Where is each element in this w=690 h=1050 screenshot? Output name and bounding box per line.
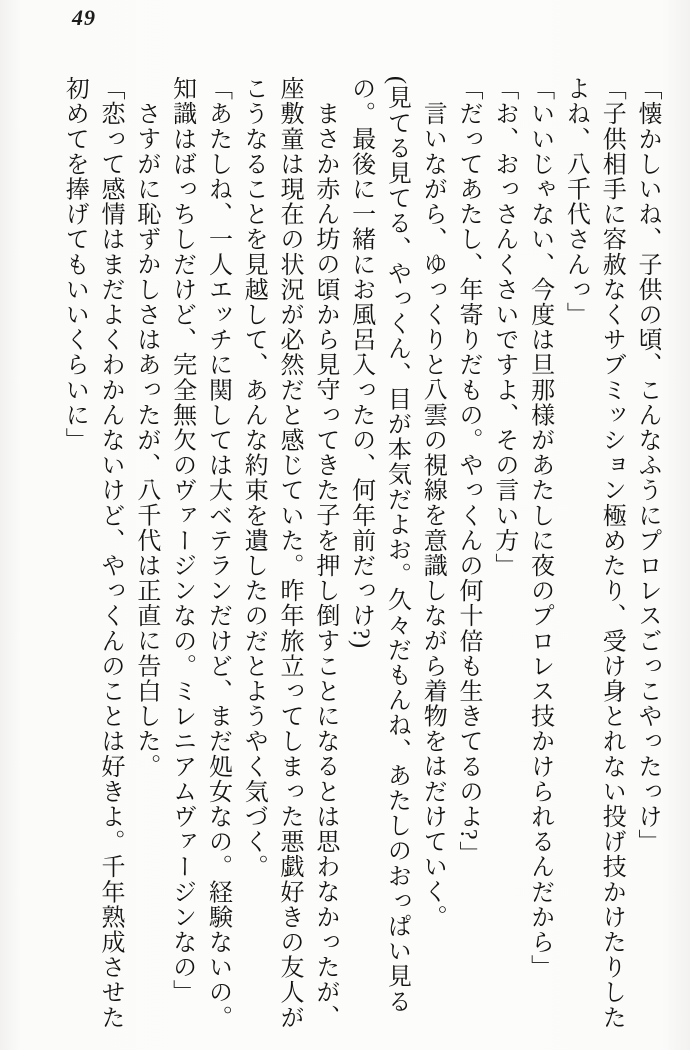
text-line: 「お、おっさんくさいですよ、その言い方」 [490, 76, 517, 578]
text-line: 「だってあたし、年寄りだもの。やっくんの何十倍も生きてるのよ?」 [455, 76, 482, 866]
text-line: 「あたしね、一人エッチに関しては大ベテランだけど、まだ処女なの。経験ないの。 [204, 76, 231, 1030]
text-line: 「恋って感情はまだよくわかんないけど、やっくんのことは好きよ。千年熟成させた [97, 76, 124, 1030]
text-line: 座敷童は現在の状況が必然だと感じていた。昨年旅立ってしまった悪戯好きの友人が [276, 76, 303, 1030]
text-line: 「子供相手に容赦なくサブミッション極めたり、受け身とれない投げ技かけたりした [598, 76, 625, 1030]
text-line: 言いながら、ゆっくりと八雲の視線を意識しながら着物をはだけていく。 [419, 101, 446, 930]
body-text [55, 76, 664, 1044]
text-line: 「いいじゃない、今度は旦那様があたしに夜のプロレス技かけられるんだから」 [526, 76, 553, 980]
text-line: 知識はばっちしだけど、完全無欠のヴァージンなの。ミレニアムヴァージンなの」 [168, 76, 195, 1005]
text-line: さすがに恥ずかしさはあったが、八千代は正直に告白した。 [132, 101, 159, 779]
text-line: まさか赤ん坊の頃から見守ってきた子を押し倒すことになるとは思わなかったが、 [311, 101, 338, 1030]
text-line: 「懐かしいね、子供の頃、こんなふうにプロレスごっこやったっけ」 [634, 76, 660, 855]
text-line: 初めてを捧げてもいいくらいに」 [61, 76, 88, 453]
text-line: こうなることを見越して、あんな約束を遺したのだとようやく気づく。 [240, 76, 267, 880]
text-line: (見てる見てる、やっくん、目が本気だよお。久々だもんね、あたしのおっぱい見る [383, 76, 410, 1014]
text-line: よね、八千代さんっ」 [562, 76, 589, 327]
text-line: の。最後に一緒にお風呂入ったの、何年前だっけ?) [347, 76, 374, 650]
page-number: 49 [72, 5, 96, 30]
